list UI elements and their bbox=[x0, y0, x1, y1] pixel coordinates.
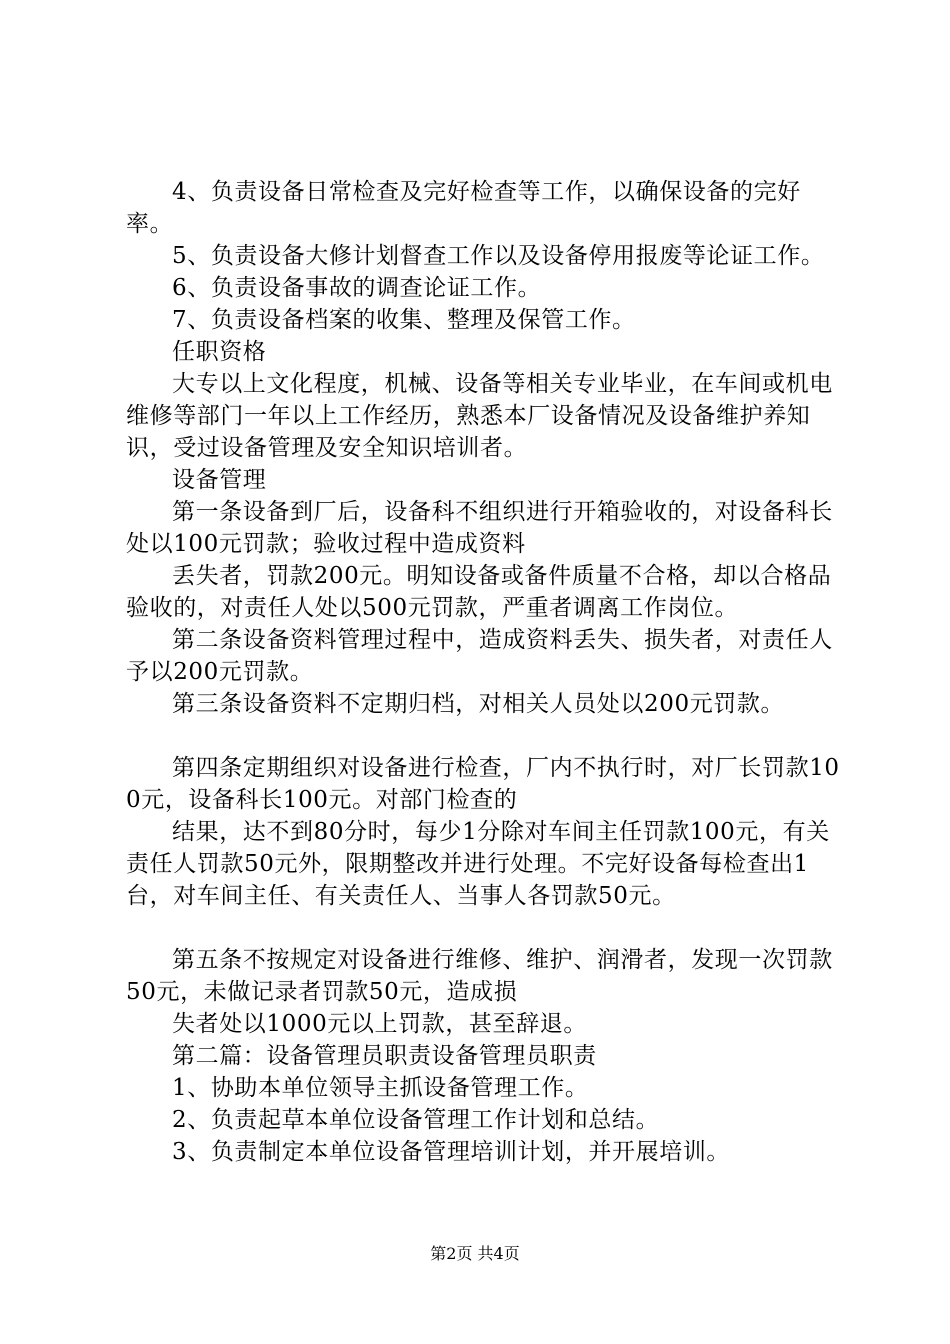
paragraph-article-4-cont: 结果，达不到80分时，每少1分除对车间主任罚款100元，有关责任人罚款50元外，限期整改并进行处理。不完好设备每检查出1台，对车间主任、有关责任人、当事人各罚款50元。 bbox=[126, 819, 830, 909]
paragraph-article-1: 第一条设备到厂后，设备科不组织进行开箱验收的，对设备科长处以100元罚款；验收过程中造成资料 bbox=[126, 499, 833, 557]
paragraph-article-1-cont: 丢失者，罚款200元。明知设备或备件质量不合格，却以合格品验收的，对责任人处以500元罚款，严重者调离工作岗位。 bbox=[126, 563, 832, 621]
blank-line bbox=[126, 912, 841, 944]
heading-qualifications: 任职资格 bbox=[172, 339, 267, 365]
paragraph-duty-4: 4、负责设备日常检查及完好检查等工作，以确保设备的完好率。 bbox=[126, 179, 801, 237]
page-number-footer: 第2页 共4页 bbox=[430, 1244, 520, 1263]
blank-line bbox=[126, 720, 841, 752]
paragraph-manager-duty-3: 3、负责制定本单位设备管理培训计划，并开展培训。 bbox=[172, 1139, 731, 1165]
paragraph-article-2: 第二条设备资料管理过程中，造成资料丢失、损失者，对责任人予以200元罚款。 bbox=[126, 627, 833, 685]
paragraph-article-5-cont: 失者处以1000元以上罚款，甚至辞退。 bbox=[172, 1011, 587, 1037]
paragraph-manager-duty-2: 2、负责起草本单位设备管理工作计划和总结。 bbox=[172, 1107, 660, 1133]
paragraph-article-3: 第三条设备资料不定期归档，对相关人员处以200元罚款。 bbox=[172, 691, 785, 717]
document-body bbox=[126, 176, 841, 1168]
paragraph-duty-6: 6、负责设备事故的调查论证工作。 bbox=[172, 275, 542, 301]
paragraph-qualifications: 大专以上文化程度，机械、设备等相关专业毕业，在车间或机电维修等部门一年以上工作经历，熟悉本厂设备情况及设备维护养知识，受过设备管理及安全知识培训者。 bbox=[126, 371, 833, 461]
heading-part-2: 第二篇：设备管理员职责设备管理员职责 bbox=[172, 1043, 597, 1069]
paragraph-manager-duty-1: 1、协助本单位领导主抓设备管理工作。 bbox=[172, 1075, 589, 1101]
paragraph-article-4: 第四条定期组织对设备进行检查，厂内不执行时，对厂长罚款100元，设备科长100元。对部门检查的 bbox=[126, 755, 840, 813]
paragraph-duty-5: 5、负责设备大修计划督查工作以及设备停用报废等论证工作。 bbox=[172, 243, 825, 269]
heading-equipment-management: 设备管理 bbox=[172, 467, 267, 493]
paragraph-article-5: 第五条不按规定对设备进行维修、维护、润滑者，发现一次罚款50元，未做记录者罚款50元，造成损 bbox=[126, 947, 833, 1005]
paragraph-duty-7: 7、负责设备档案的收集、整理及保管工作。 bbox=[172, 307, 636, 333]
